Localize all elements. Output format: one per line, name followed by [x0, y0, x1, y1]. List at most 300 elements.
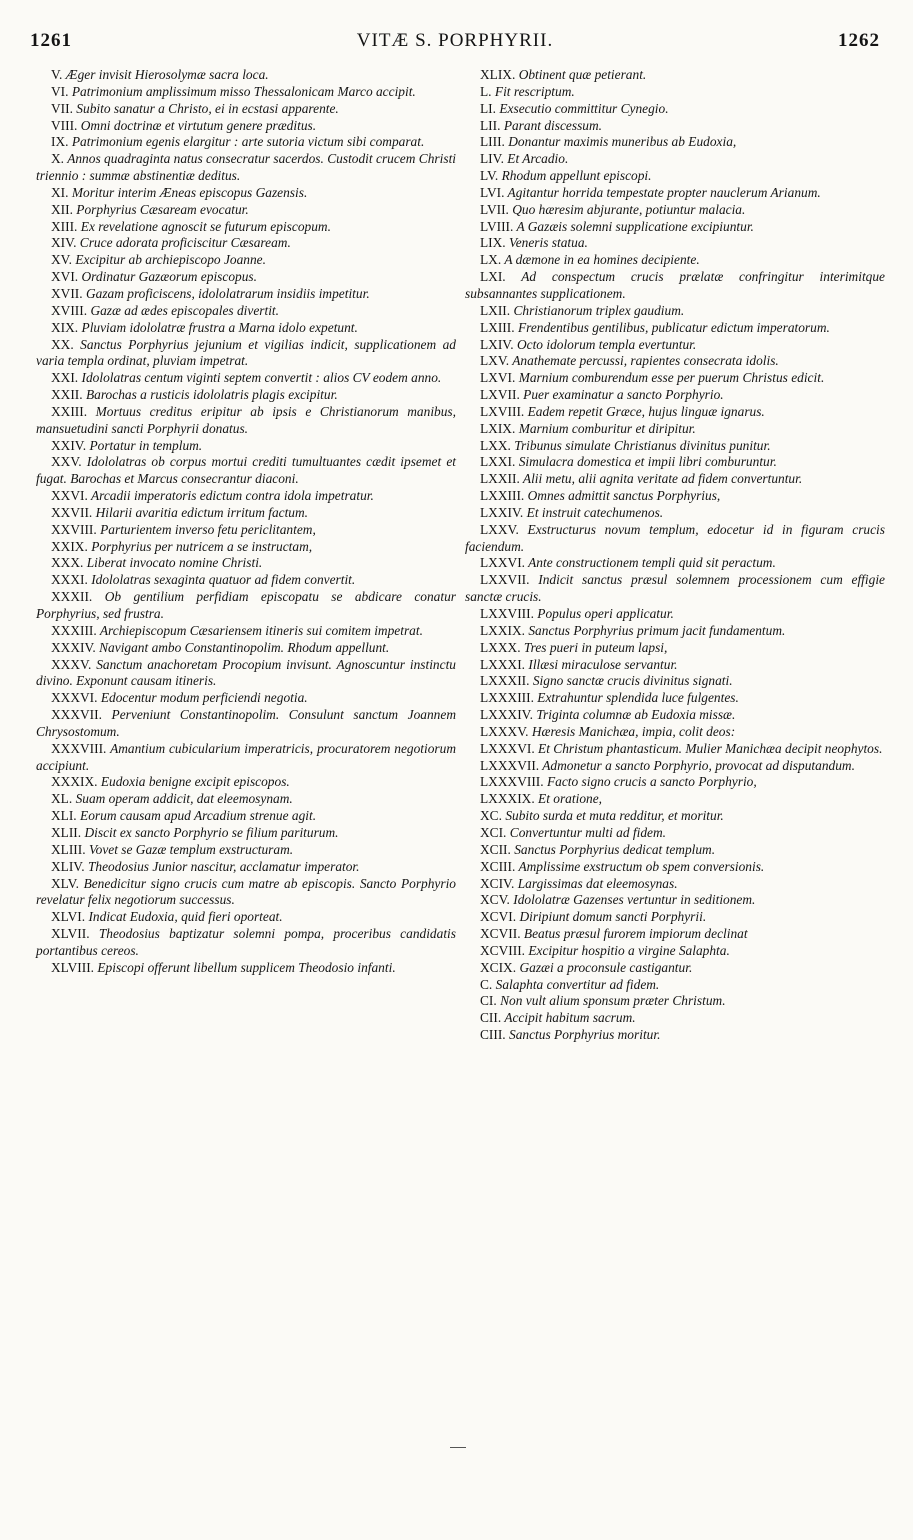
chapter-number: XXI. — [51, 370, 79, 386]
chapter-summary: Episcopi offerunt libellum supplicem Theodosio infanti. — [97, 959, 396, 975]
chapter-entry — [465, 640, 885, 657]
chapter-entry — [465, 202, 885, 219]
chapter-number: XXVI. — [51, 488, 88, 504]
chapter-summary: Amplissime exstructum ob spem conversionis. — [518, 858, 765, 874]
chapter-entry — [36, 926, 456, 960]
chapter-number: LXXII. — [480, 471, 520, 487]
chapter-summary: Beatus præsul furorem impiorum declinat — [523, 926, 748, 942]
chapter-number: CI. — [480, 993, 497, 1009]
chapter-summary: Theodosius baptizatur solemni pompa, proceribus candidatis portantibus cereos. — [36, 926, 456, 958]
chapter-number: XX. — [51, 336, 74, 352]
chapter-summary: Idololatras sexaginta quatuor ad fidem convertit. — [91, 572, 356, 588]
chapter-summary: Ob gentilium perfidiam episcopatu se abdicare conatur Porphyrius, sed frustra. — [36, 589, 456, 621]
chapter-summary: Quo hæresim abjurante, potiuntur malacia. — [512, 201, 746, 217]
chapter-entry — [465, 421, 885, 438]
chapter-number: XXX. — [51, 555, 84, 571]
chapter-number: XXXVI. — [51, 690, 98, 706]
chapter-number: VIII. — [51, 117, 78, 133]
chapter-number: XXXII. — [51, 589, 93, 605]
chapter-entry — [465, 690, 885, 707]
chapter-summary: Marnium comburitur et diripitur. — [518, 420, 696, 436]
chapter-number: LXIX. — [480, 420, 516, 436]
chapter-entry — [36, 101, 456, 118]
chapter-summary: Exsecutio committitur Cynegio. — [499, 100, 669, 116]
chapter-number: XC. — [480, 808, 502, 824]
chapter-entry — [465, 707, 885, 724]
chapter-summary: Accipit habitum sacrum. — [504, 1010, 636, 1026]
chapter-summary: Theodosius Junior nascitur, acclamatur imperator. — [87, 858, 360, 874]
chapter-number: LXXXIV. — [480, 707, 533, 723]
chapter-number: XVIII. — [51, 302, 88, 318]
chapter-summary: Anathemate percussi, rapientes consecrata idolis. — [512, 353, 779, 369]
chapter-entry — [36, 84, 456, 101]
chapter-summary: Triginta columnæ ab Eudoxia missæ. — [536, 707, 736, 723]
chapter-entry — [36, 134, 456, 151]
chapter-summary: Omni doctrinæ et virtutum genere præditus. — [80, 117, 317, 133]
chapter-number: XIV. — [51, 235, 77, 251]
chapter-summary: Rhodum appellunt episcopi. — [501, 168, 652, 184]
chapter-number: VI. — [51, 83, 69, 99]
chapter-number: XCVII. — [480, 926, 521, 942]
chapter-summary: Tribunus simulate Christianus divinitus punitur. — [514, 437, 771, 453]
chapter-summary: Portatur in templum. — [89, 437, 203, 453]
chapter-summary: Vovet se Gazæ templum exstructuram. — [88, 841, 294, 857]
chapter-entry — [36, 876, 456, 910]
chapter-summary: Christianorum triplex gaudium. — [513, 302, 685, 318]
footer-rule — [450, 1447, 466, 1448]
chapter-number: XXXIX. — [51, 774, 98, 790]
chapter-summary: Octo idolorum templa evertuntur. — [516, 336, 697, 352]
chapter-summary: Edocentur modum perficiendi negotia. — [100, 690, 308, 706]
chapter-summary: Puer examinatur a sancto Porphyrio. — [523, 387, 724, 403]
chapter-entry — [465, 673, 885, 690]
chapter-number: XCI. — [480, 824, 507, 840]
chapter-summary: Gazam proficiscens, idololatrarum insidiis impetitur. — [85, 285, 370, 301]
chapter-number: XXII. — [51, 387, 83, 403]
chapter-entry — [465, 842, 885, 859]
chapter-number: LXXXIX. — [480, 791, 535, 807]
chapter-entry — [465, 151, 885, 168]
chapter-number: XLII. — [51, 824, 82, 840]
chapter-summary: Eadem repetit Græce, hujus linguæ ignarus. — [527, 403, 765, 419]
chapter-entry — [465, 825, 885, 842]
chapter-number: XCVIII. — [480, 942, 525, 958]
chapter-number: LX. — [480, 252, 502, 268]
chapter-entry — [465, 320, 885, 337]
chapter-number: V. — [51, 67, 63, 82]
chapter-entry — [36, 505, 456, 522]
chapter-number: XLI. — [51, 808, 77, 824]
chapter-entry — [36, 825, 456, 842]
chapter-entry — [465, 808, 885, 825]
chapter-summary: Agitantur horrida tempestate propter nauclerum Arianum. — [507, 184, 821, 200]
chapter-summary: Idololatræ Gazenses vertuntur in seditionem. — [513, 892, 756, 908]
chapter-number: LIV. — [480, 151, 504, 167]
chapter-entry — [36, 522, 456, 539]
chapter-entry — [465, 84, 885, 101]
chapter-number: LVI. — [480, 184, 505, 200]
chapter-number: LXXV. — [480, 521, 519, 537]
right-column — [465, 67, 885, 1044]
chapter-entry — [36, 859, 456, 876]
chapter-entry — [465, 993, 885, 1010]
chapter-entry — [465, 505, 885, 522]
chapter-entry — [465, 1010, 885, 1027]
chapter-number: LXXVIII. — [480, 606, 534, 621]
chapter-number: XCV. — [480, 892, 510, 908]
chapter-number: LXXIV. — [480, 504, 524, 520]
chapter-entry — [465, 876, 885, 893]
chapter-entry — [465, 219, 885, 236]
chapter-summary: Excipitur hospitio a virgine Salaphta. — [528, 942, 730, 958]
chapter-summary: Benedicitur signo crucis cum matre ab episcopis. Sancto Porphyrio revelatur felix negotiorum successus. — [36, 875, 456, 908]
chapter-summary: Gazæ ad ædes episcopales divertit. — [90, 302, 280, 318]
page-number-left: 1261 — [30, 30, 72, 51]
chapter-entry — [465, 337, 885, 354]
chapter-number: LXXXII. — [480, 673, 530, 689]
chapter-entry — [36, 657, 456, 691]
chapter-number: XLVIII. — [51, 959, 95, 975]
left-column — [36, 67, 456, 977]
chapter-summary: Suam operam addicit, dat eleemosynam. — [75, 791, 293, 807]
chapter-summary: Indicat Eudoxia, quid fieri oporteat. — [88, 909, 283, 925]
chapter-summary: Veneris statua. — [509, 235, 588, 251]
chapter-summary: Sanctus Porphyrius primum jacit fundamentum. — [528, 622, 786, 638]
chapter-entry — [465, 909, 885, 926]
chapter-summary: Gazæi a proconsule castigantur. — [519, 959, 693, 975]
chapter-number: LXXIX. — [480, 622, 525, 638]
chapter-entry — [36, 286, 456, 303]
chapter-entry — [465, 134, 885, 151]
chapter-number: LII. — [480, 117, 501, 133]
chapter-entry — [465, 168, 885, 185]
chapter-summary: Et Christum phantasticum. Mulier Manichæa decipit neophytos. — [538, 740, 883, 756]
chapter-number: LXXXV. — [480, 723, 529, 739]
running-title: VITÆ S. PORPHYRII. — [356, 30, 554, 51]
chapter-entry — [36, 774, 456, 791]
chapter-summary: Admonetur a sancto Porphyrio, provocat ad disputandum. — [542, 757, 855, 773]
chapter-entry — [465, 623, 885, 640]
chapter-summary: Parturientem inverso fetu periclitantem, — [100, 521, 316, 537]
chapter-number: LXXXVII. — [480, 757, 540, 773]
chapter-entry — [465, 252, 885, 269]
chapter-entry — [36, 555, 456, 572]
chapter-summary: Populus operi applicatur. — [537, 606, 674, 621]
chapter-summary: Porphyrius Cæsaream evocatur. — [76, 201, 249, 217]
chapter-entry — [465, 353, 885, 370]
chapter-number: XCIX. — [480, 959, 517, 975]
chapter-summary: Annos quadraginta natus consecratur sacerdos. Custodit crucem Christi triennio : summæ abstinentiæ deditus. — [36, 151, 457, 184]
chapter-summary: Eudoxia benigne excipit episcopos. — [100, 774, 290, 790]
chapter-summary: Et oratione, — [538, 791, 603, 807]
chapter-number: LI. — [480, 100, 496, 116]
chapter-entry — [465, 555, 885, 572]
chapter-summary: Fit rescriptum. — [494, 83, 575, 99]
chapter-number: XXXIII. — [51, 622, 97, 638]
chapter-summary: Barochas a rusticis idololatris plagis excipitur. — [85, 387, 338, 403]
chapter-summary: Archiepiscopum Cæsariensem itineris sui comitem impetrat. — [99, 622, 423, 638]
chapter-summary: Idololatras centum viginti septem convertit : alios CV eodem anno. — [81, 370, 442, 386]
chapter-number: X. — [51, 151, 65, 167]
chapter-entry — [465, 572, 885, 606]
chapter-number: C. — [480, 976, 493, 992]
chapter-number: IX. — [51, 134, 69, 150]
page-header — [30, 30, 880, 60]
chapter-entry — [36, 151, 456, 185]
chapter-number: XCVI. — [480, 909, 517, 925]
chapter-entry — [36, 202, 456, 219]
chapter-summary: Non vult alium sponsum præter Christum. — [500, 993, 726, 1009]
chapter-entry — [465, 657, 885, 674]
chapter-summary: Convertuntur multi ad fidem. — [509, 824, 666, 840]
chapter-number: LXXXIII. — [480, 690, 534, 706]
chapter-number: XXXV. — [51, 656, 92, 672]
chapter-summary: Frendentibus gentilibus, publicatur edictum imperatorum. — [517, 319, 830, 335]
chapter-entry — [465, 235, 885, 252]
chapter-number: XXVIII. — [51, 521, 97, 537]
chapter-summary: Moritur interim Æneas episcopus Gazensis. — [71, 184, 308, 200]
chapter-entry — [465, 387, 885, 404]
chapter-entry — [465, 303, 885, 320]
chapter-entry — [36, 387, 456, 404]
chapter-summary: A dæmone in ea homines decipiente. — [504, 252, 700, 268]
chapter-number: XXVII. — [51, 504, 93, 520]
chapter-entry — [36, 370, 456, 387]
chapter-entry — [36, 741, 456, 775]
chapter-number: XXXVIII. — [51, 740, 107, 756]
chapter-entry — [36, 252, 456, 269]
chapter-summary: Perveniunt Constantinopolim. Consulunt sanctum Joannem Chrysostomum. — [36, 707, 456, 739]
chapter-entry — [36, 808, 456, 825]
chapter-number: XLVI. — [51, 909, 86, 925]
chapter-summary: Pluviam idololatræ frustra a Marna idolo expetunt. — [81, 319, 358, 335]
chapter-number: LXVII. — [480, 387, 520, 403]
page-number-right: 1262 — [838, 30, 880, 51]
chapter-number: XIII. — [51, 218, 78, 234]
chapter-number: LIX. — [480, 235, 506, 251]
chapter-number: LXIII. — [480, 319, 515, 335]
chapter-summary: Patrimonium amplissimum misso Thessalonicam Marco accipit. — [71, 83, 416, 99]
chapter-entry — [465, 758, 885, 775]
chapter-summary: Largissimas dat eleemosynas. — [517, 875, 678, 891]
chapter-entry — [465, 370, 885, 387]
chapter-entry — [465, 892, 885, 909]
chapter-summary: Donantur maximis muneribus ab Eudoxia, — [508, 134, 737, 150]
chapter-summary: Simulacra domestica et impii libri comburuntur. — [518, 454, 777, 470]
chapter-number: LV. — [480, 168, 499, 184]
chapter-summary: Excipitur ab archiepiscopo Joanne. — [75, 252, 266, 268]
chapter-entry — [465, 774, 885, 791]
chapter-number: LXII. — [480, 302, 511, 318]
chapter-entry — [465, 101, 885, 118]
chapter-summary: Subito surda et muta redditur, et moritur. — [505, 808, 724, 824]
chapter-entry — [36, 219, 456, 236]
chapter-number: LXX. — [480, 437, 511, 453]
chapter-number: XLIV. — [51, 858, 85, 874]
chapter-entry — [465, 960, 885, 977]
chapter-entry — [465, 471, 885, 488]
chapter-entry — [36, 303, 456, 320]
chapter-summary: Parant discessum. — [503, 117, 603, 133]
chapter-entry — [36, 118, 456, 135]
chapter-number: XXIII. — [51, 403, 88, 419]
chapter-summary: Omnes admittit sanctus Porphyrius, — [527, 488, 721, 504]
chapter-entry — [36, 623, 456, 640]
chapter-summary: Sanctus Porphyrius moritur. — [509, 1027, 661, 1043]
chapter-summary: Discit ex sancto Porphyrio se filium pariturum. — [84, 824, 339, 840]
chapter-entry — [465, 724, 885, 741]
chapter-summary: Arcadii imperatoris edictum contra idola impetratur. — [90, 488, 374, 504]
chapter-entry — [465, 454, 885, 471]
chapter-number: XXIV. — [51, 437, 87, 453]
chapter-summary: Sanctus Porphyrius jejunium et vigilias indicit, supplicationem ad varia templa ordinat, pluviam impetrat. — [36, 336, 456, 369]
chapter-number: XXIX. — [51, 538, 88, 554]
chapter-number: LXVI. — [480, 370, 516, 386]
chapter-entry — [36, 337, 456, 371]
chapter-number: LXVIII. — [480, 403, 525, 419]
chapter-entry — [36, 690, 456, 707]
chapter-summary: Sanctus Porphyrius dedicat templum. — [514, 841, 716, 857]
chapter-number: LXI. — [480, 269, 506, 285]
chapter-summary: Marnium comburendum esse per puerum Christus edicit. — [518, 370, 825, 386]
chapter-entry — [465, 67, 885, 84]
chapter-number: XXXVII. — [51, 707, 102, 723]
chapter-number: VII. — [51, 100, 73, 116]
chapter-number: XLV. — [51, 875, 79, 891]
chapter-entry — [36, 572, 456, 589]
chapter-entry — [36, 488, 456, 505]
chapter-entry — [36, 539, 456, 556]
chapter-number: XII. — [51, 201, 73, 217]
chapter-number: XIX. — [51, 319, 79, 335]
chapter-number: XL. — [51, 791, 73, 807]
chapter-entry — [465, 606, 885, 623]
chapter-entry — [36, 791, 456, 808]
chapter-number: XXXIV. — [51, 639, 96, 655]
chapter-number: XV. — [51, 252, 72, 268]
chapter-entry — [36, 404, 456, 438]
chapter-entry — [36, 842, 456, 859]
chapter-summary: Hilarii avaritia edictum irritum factum. — [95, 504, 309, 520]
chapter-summary: Amantium cubicularium imperatricis, procuratorem negotiorum accipiunt. — [36, 740, 456, 773]
chapter-number: CIII. — [480, 1027, 506, 1043]
chapter-entry — [36, 640, 456, 657]
chapter-number: XCIII. — [480, 858, 516, 874]
chapter-entry — [465, 522, 885, 556]
chapter-entry — [465, 488, 885, 505]
chapter-number: XVII. — [51, 285, 83, 301]
chapter-entry — [465, 438, 885, 455]
chapter-number: XXV. — [51, 454, 82, 470]
chapter-summary: Mortuus creditus eripitur ab ipsis e Christianorum manibus, mansuetudini sancti Porphyrii donatus. — [36, 403, 456, 436]
chapter-number: LVII. — [480, 201, 509, 217]
chapter-summary: Alii metu, alii agnita veritate ad fidem convertuntur. — [522, 471, 803, 487]
chapter-summary: Liberat invocato nomine Christi. — [86, 555, 263, 571]
chapter-number: L. — [480, 83, 492, 99]
chapter-entry — [465, 791, 885, 808]
chapter-number: LXXVII. — [480, 572, 530, 588]
chapter-summary: Ad conspectum crucis prælatæ confringitur interimitque subsannantes supplicationem. — [465, 269, 886, 301]
chapter-summary: Indicit sanctus præsul solemnem processionem cum effigie sanctæ crucis. — [465, 572, 885, 605]
chapter-entry — [465, 859, 885, 876]
chapter-entry — [36, 185, 456, 202]
chapter-number: XLIII. — [51, 841, 86, 857]
chapter-summary: Patrimonium egenis elargitur : arte sutoria victum sibi comparat. — [71, 134, 425, 150]
chapter-number: XLVII. — [51, 926, 90, 942]
chapter-entry — [36, 438, 456, 455]
chapter-entry — [465, 741, 885, 758]
chapter-number: LXV. — [480, 353, 510, 369]
chapter-summary: Obtinent quæ petierant. — [518, 67, 647, 82]
chapter-summary: Eorum causam apud Arcadium strenue agit. — [80, 808, 317, 824]
chapter-summary: Sanctum anachoretam Procopium invisunt. Agnoscuntur instinctu divino. Exponunt causam itineris. — [36, 656, 456, 689]
chapter-number: XCIV. — [480, 875, 515, 891]
chapter-summary: Idololatras ob corpus mortui crediti tumultuantes cædit ipsemet et fugat. Barochas et Marcus consecrantur diaconi. — [36, 454, 456, 487]
chapter-entry — [465, 185, 885, 202]
chapter-number: LXXI. — [480, 454, 516, 470]
chapter-summary: Tres pueri in puteum lapsi, — [523, 639, 668, 655]
chapter-number: LXXVI. — [480, 555, 525, 571]
chapter-entry — [36, 707, 456, 741]
chapter-number: XLIX. — [480, 67, 516, 82]
chapter-summary: Ordinatur Gazæorum episcopus. — [81, 269, 257, 285]
chapter-summary: Navigant ambo Constantinopolim. Rhodum appellunt. — [99, 639, 390, 655]
chapter-summary: Salaphta convertitur ad fidem. — [495, 976, 660, 992]
chapter-summary: Porphyrius per nutricem a se instructam, — [91, 538, 313, 554]
chapter-number: LXXX. — [480, 639, 521, 655]
chapter-summary: Subito sanatur a Christo, ei in ecstasi apparente. — [76, 100, 339, 116]
chapter-number: XI. — [51, 184, 69, 200]
chapter-summary: Et instruit catechumenos. — [526, 504, 664, 520]
chapter-entry — [36, 909, 456, 926]
chapter-entry — [465, 943, 885, 960]
chapter-number: LXXIII. — [480, 488, 525, 504]
chapter-entry — [465, 977, 885, 994]
chapter-summary: Cruce adorata proficiscitur Cæsaream. — [79, 235, 291, 251]
chapter-number: XXXI. — [51, 572, 88, 588]
chapter-summary: Illæsi miraculose servantur. — [528, 656, 678, 672]
chapter-entry — [36, 269, 456, 286]
chapter-entry — [36, 960, 456, 977]
chapter-entry — [465, 404, 885, 421]
chapter-entry — [36, 235, 456, 252]
chapter-summary: Signo sanctæ crucis divinitus signati. — [532, 673, 733, 689]
chapter-summary: Exstructurus novum templum, edocetur id in figuram crucis faciendum. — [465, 521, 885, 554]
chapter-number: LXXXVI. — [480, 740, 535, 756]
chapter-number: LIII. — [480, 134, 505, 150]
chapter-entry — [465, 269, 885, 303]
chapter-number: LXXXVIII. — [480, 774, 544, 790]
chapter-number: LVIII. — [480, 218, 514, 234]
chapter-number: XCII. — [480, 841, 511, 857]
chapter-entry — [465, 118, 885, 135]
chapter-number: LXIV. — [480, 336, 514, 352]
chapter-entry — [36, 589, 456, 623]
chapter-entry — [36, 320, 456, 337]
chapter-summary: Hæresis Manichæa, impia, colit deos: — [531, 723, 736, 739]
chapter-entry — [36, 454, 456, 488]
chapter-entry — [36, 67, 456, 84]
chapter-summary: Et Arcadio. — [507, 151, 569, 167]
chapter-number: CII. — [480, 1010, 502, 1026]
chapter-summary: Extrahuntur splendida luce fulgentes. — [537, 690, 739, 706]
chapter-number: XVI. — [51, 269, 79, 285]
chapter-number: LXXXI. — [480, 656, 525, 672]
chapter-summary: Æger invisit Hierosolymæ sacra loca. — [65, 67, 269, 82]
chapter-summary: Diripiunt domum sancti Porphyrii. — [519, 909, 707, 925]
chapter-entry — [465, 926, 885, 943]
chapter-summary: Ex revelatione agnoscit se futurum episcopum. — [80, 218, 331, 234]
